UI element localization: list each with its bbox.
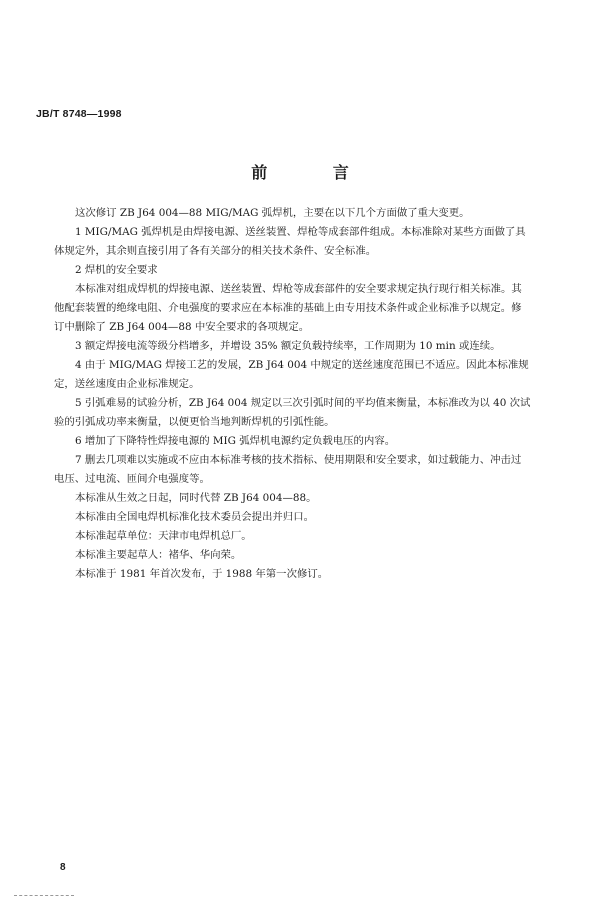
page-number: 8 — [60, 862, 66, 873]
standard-code: JB/T 8748—1998 — [36, 108, 122, 120]
paragraph-line: 4 由于 MIG/MAG 焊接工艺的发展，ZB J64 004 中规定的送丝速度范围已不适应。因此本标准规 — [75, 359, 529, 371]
paragraph-line: 本标准起草单位：天津市电焊机总厂。 — [75, 530, 252, 542]
paragraph-line: 5 引弧难易的试验分析，ZB J64 004 规定以三次引弧时间的平均值来衡量，本标准改为以 40 次试 — [75, 397, 531, 409]
paragraph-line: 本标准从生效之日起，同时代替 ZB J64 004—88。 — [75, 492, 317, 504]
paragraph-line: 订中删除了 ZB J64 004—88 中安全要求的各项规定。 — [54, 321, 310, 333]
paragraph-line: 体规定外，其余则直接引用了各有关部分的相关技术条件、安全标准。 — [54, 245, 377, 257]
paragraph-line: 他配套装置的绝缘电阻、介电强度的要求应在本标准的基础上由专用技术条件或企业标准予以规定。修 — [54, 302, 522, 314]
paragraph-line: 这次修订 ZB J64 004—88 MIG/MAG 弧焊机，主要在以下几个方面做了重大变更。 — [75, 207, 470, 219]
paragraph-line: 电压、过电流、匝间介电强度等。 — [54, 473, 210, 485]
foreword-body — [54, 204, 546, 584]
paragraph-line: 7 删去几项难以实施或不应由本标准考核的技术指标、使用期限和安全要求，如过载能力、冲击过 — [75, 454, 522, 466]
paragraph-line: 6 增加了下降特性焊接电源的 MIG 弧焊机电源约定负载电压的内容。 — [75, 435, 396, 447]
page-title: 前 言 — [251, 163, 379, 182]
paragraph-line: 2 焊机的安全要求 — [75, 264, 158, 276]
paragraph-line: 1 MIG/MAG 弧焊机是由焊接电源、送丝装置、焊枪等成套部件组成。本标准除对某些方面做了具 — [75, 226, 526, 238]
scan-artifact-line — [14, 895, 74, 897]
paragraph-line: 验的引弧成功率来衡量，以便更恰当地判断焊机的引弧性能。 — [54, 416, 335, 428]
paragraph-line: 本标准对组成焊机的焊接电源、送丝装置、焊枪等成套部件的安全要求规定执行现行相关标准。其 — [75, 283, 522, 295]
paragraph-line: 本标准由全国电焊机标准化技术委员会提出并归口。 — [75, 511, 314, 523]
paragraph-line: 本标准于 1981 年首次发布，于 1988 年第一次修订。 — [75, 568, 329, 580]
paragraph-line: 本标准主要起草人：褚华、华向荣。 — [75, 549, 242, 561]
paragraph-line: 定，送丝速度由企业标准规定。 — [54, 378, 200, 390]
paragraph-line: 3 额定焊接电流等级分档增多，并增设 35% 额定负载持续率，工作周期为 10 min 或连续。 — [75, 340, 501, 352]
